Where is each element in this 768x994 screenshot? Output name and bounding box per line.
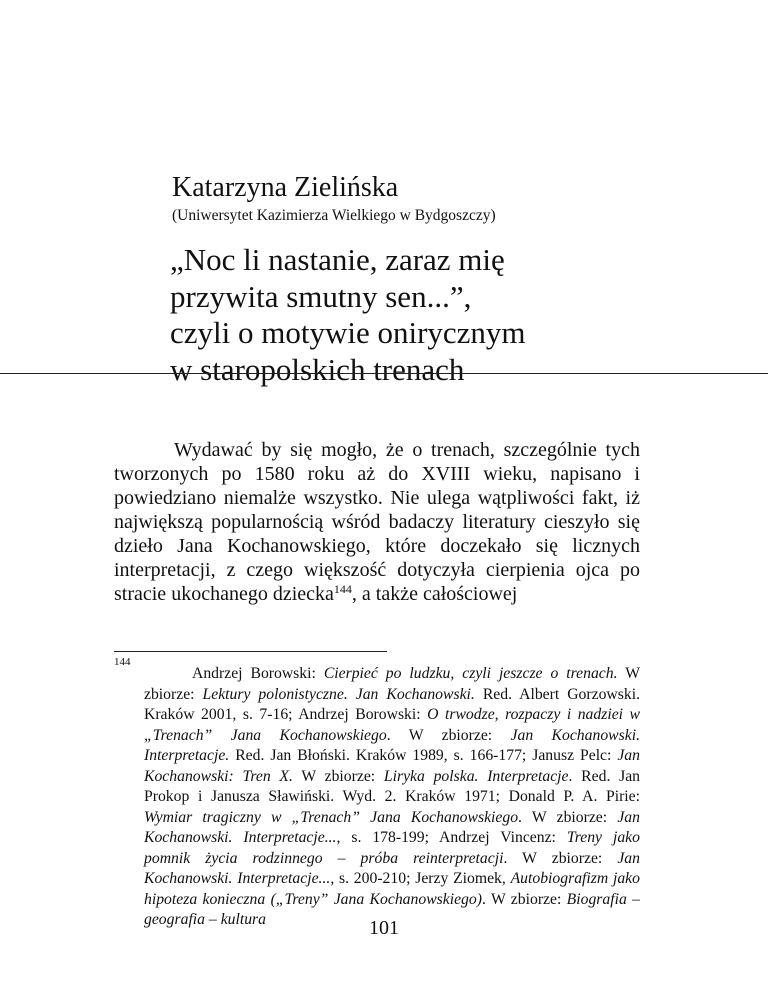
footnote-italic-title: Jan Kochanowski. Interpretacje. — [144, 726, 640, 764]
footnote-segment: W zbiorze: — [144, 665, 641, 703]
footnote-segment: . Red. Jan Prokop i Janusza Sławiński. Wyd. 2. Kraków 1971; Donald P. A. Pirie: — [144, 767, 641, 805]
page-number: 101 — [369, 917, 399, 939]
footnote-italic-title: Wymiar tragiczny w „Trenach” Jana Kochanowskiego — [144, 808, 519, 826]
title-divider — [0, 373, 768, 374]
title-line: w staropolskich trenach — [170, 351, 465, 387]
footnote-italic-title: Lektury polonistyczne. Jan Kochanowski. — [202, 685, 475, 703]
footnote-segment: , s. 200-210; Jerzy Ziomek, — [330, 870, 511, 887]
article-title — [170, 242, 650, 388]
title-line: czyli o motywie onirycznym — [170, 315, 526, 350]
footnote-italic-title: Cierpieć po ludzku, czyli jeszcze o trenach. — [323, 665, 618, 682]
footnote-italic-title: Biografia – geografia – kultura — [144, 890, 640, 928]
author-affiliation: (Uniwersytet Kazimierza Wielkiego w Bydgoszczy) — [172, 207, 496, 224]
footnote-segment: . W zbiorze: — [481, 890, 567, 908]
footnote-italic-title: Jan Kochanowski: Tren X. — [144, 747, 640, 785]
body-text-before-note: Wydawać by się mogło, że o trenach, szczególnie tych tworzonych po 1580 roku aż do XVIII wieku, napisano i powiedziano niemalże wszystko. Nie ulega wątpliwości fakt, iż największą popularnością wśród badaczy literatury cieszyło się dzieło Jana Kochanowskiego, które doczekało się licznych interpretacji, z czego większość dotyczyła cierpienia ojca po stracie ukochanego dziecka — [114, 439, 640, 605]
footnote-segment: . W zbiorze: — [518, 808, 618, 826]
footnote-segment: Red. Jan Błoński. Kraków 1989, s. 166-177; Janusz Pelc: — [229, 747, 618, 764]
footnote-segment: . W zbiorze: — [386, 726, 511, 744]
footnote-italic-title: Liryka polska. Interpretacje — [383, 767, 569, 785]
footnote-number: 144 — [114, 656, 131, 668]
footnote-segment: Andrzej Borowski: — [192, 665, 324, 682]
footnote-italic-title: Autobiografizm jako hipoteza konieczna („Treny” Jana Kochanowskiego) — [144, 870, 640, 908]
footnote-reference[interactable]: 144 — [333, 582, 352, 596]
footnote-segment: W zbiorze: — [292, 767, 384, 785]
footnote-italic-title: Jan Kochanowski. Interpretacje... — [144, 808, 640, 846]
footnote-segment: . W zbiorze: — [503, 849, 618, 867]
footnote-segment: , s. 178-199; Andrzej Vincenz: — [336, 829, 567, 846]
title-line: przywita smutny sen...”, — [170, 278, 472, 314]
body-text-after-note: , a także całościowej — [351, 583, 518, 605]
footnote-italic-title: O trwodze, rozpaczy i nadziei w „Trenach” Jana Kochanowskiego — [144, 706, 641, 744]
footnote-separator — [114, 651, 387, 652]
footnote-italic-title: Jan Kochanowski. Interpretacje... — [144, 849, 640, 887]
title-line: „Noc li nastanie, zaraz mię — [170, 242, 505, 277]
author-name: Katarzyna Zielińska — [172, 172, 399, 203]
footnote-italic-title: Treny jako pomnik życia rodzinnego – próba reinterpretacji — [144, 829, 640, 867]
footnote-segment: Red. Albert Gorzowski. Kraków 2001, s. 7-16; Andrzej Borowski: — [144, 685, 640, 723]
body-paragraph — [114, 438, 640, 606]
footnote-text — [144, 664, 640, 931]
